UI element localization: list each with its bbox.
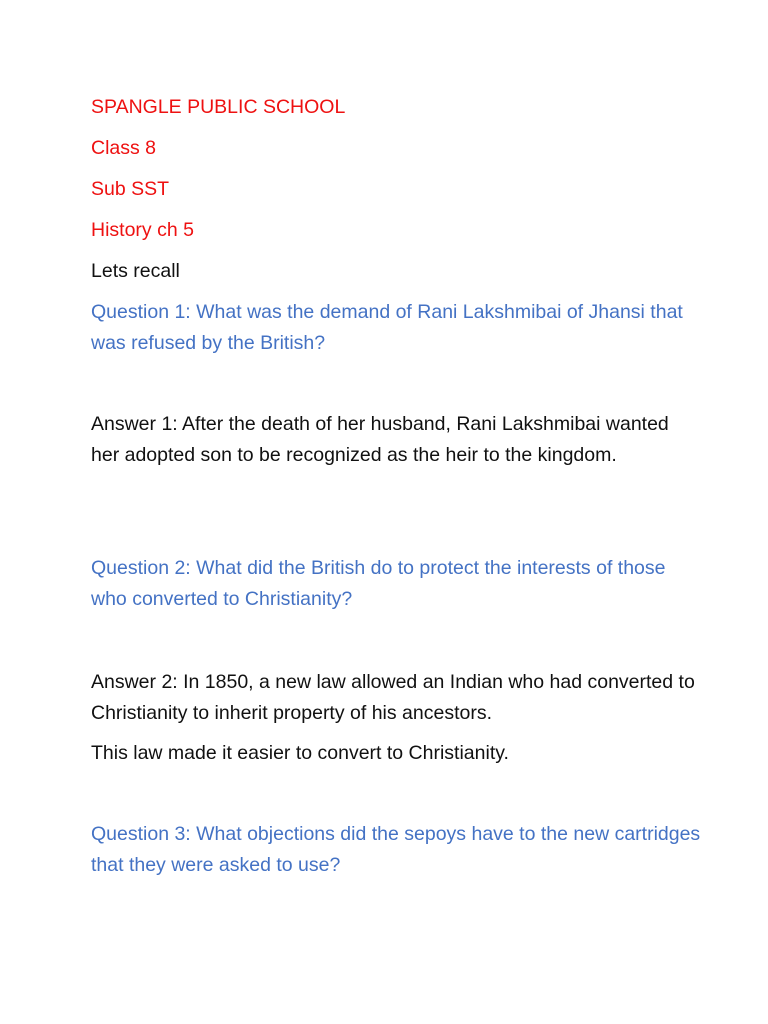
subject-label: Sub SST (91, 178, 170, 200)
section-title: Lets recall (91, 260, 180, 282)
chapter-label: History ch 5 (91, 219, 194, 241)
answer-2-extra: This law made it easier to convert to Christianity. (91, 742, 509, 764)
question-1: Question 1: What was the demand of Rani Lakshmibai of Jhansi that was refused by the British? (91, 301, 683, 354)
school-name: SPANGLE PUBLIC SCHOOL (91, 96, 346, 118)
answer-2: Answer 2: In 1850, a new law allowed an Indian who had converted to Christianity to inherit property of his ancestors. (91, 671, 695, 724)
answer-1: Answer 1: After the death of her husband, Rani Lakshmibai wanted her adopted son to be recognized as the heir to the kingdom. (91, 413, 669, 466)
question-3: Question 3: What objections did the sepoys have to the new cartridges that they were asked to use? (91, 823, 701, 876)
class-label: Class 8 (91, 137, 157, 159)
question-2: Question 2: What did the British do to protect the interests of those who converted to Christianity? (91, 557, 666, 610)
